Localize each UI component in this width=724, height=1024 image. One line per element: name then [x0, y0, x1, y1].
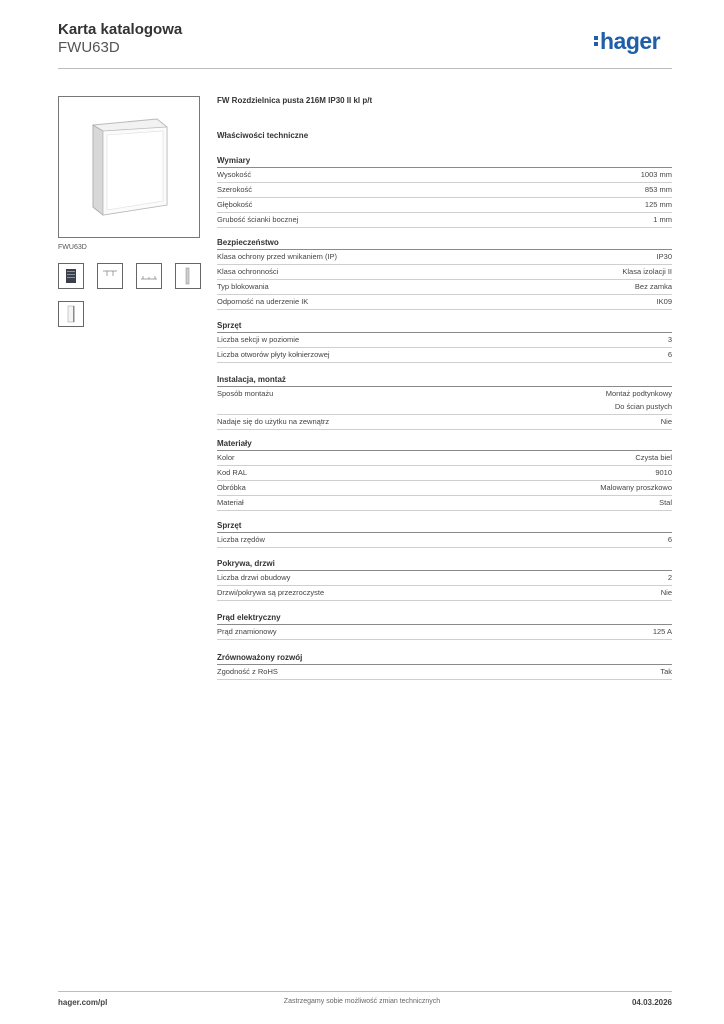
section-dimensions — [217, 155, 672, 228]
image-caption: FWU63D — [58, 244, 87, 251]
footer-disclaimer: Zastrzegamy sobie możliwość zmian technicznych — [283, 998, 441, 1005]
spec-row — [217, 168, 672, 183]
section-title: Bezpieczeństwo — [217, 237, 672, 250]
spec-row — [217, 295, 672, 310]
spec-row — [217, 481, 672, 496]
spec-label: Odporność na uderzenie IK — [217, 297, 309, 306]
spec-row — [217, 183, 672, 198]
spec-value: IK09 — [656, 297, 672, 306]
product-code: FWU63D — [58, 39, 120, 56]
spec-row — [217, 496, 672, 511]
spec-value: 2 — [667, 573, 672, 582]
footer-website-link[interactable]: hager.com/pl — [58, 998, 108, 1007]
spec-value: 6 — [667, 350, 672, 359]
spec-row — [217, 213, 672, 228]
spec-label: Sposób montażu — [217, 389, 274, 398]
spec-row — [217, 586, 672, 601]
spec-row — [217, 533, 672, 548]
thumbnail-dimensions-front[interactable] — [97, 263, 123, 289]
spec-label: Kolor — [217, 453, 235, 462]
spec-row — [217, 625, 672, 640]
spec-row — [217, 387, 672, 415]
product-image[interactable] — [58, 96, 200, 238]
section-installation — [217, 374, 672, 430]
spec-label: Głębokość — [217, 200, 253, 209]
section-equipment — [217, 320, 672, 363]
spec-label: Szerokość — [217, 185, 253, 194]
spec-value: Klasa izolacji II — [622, 267, 672, 276]
thumbnail-front[interactable] — [58, 263, 84, 289]
spec-label: Klasa ochrony przed wnikaniem (IP) — [217, 252, 338, 261]
spec-value: 1003 mm — [640, 170, 672, 179]
section-title: Instalacja, montaż — [217, 374, 672, 387]
header-divider — [58, 68, 672, 69]
spec-row — [217, 280, 672, 295]
section-title: Zrównoważony rozwój — [217, 652, 672, 665]
section-materials — [217, 438, 672, 511]
section-sustainability — [217, 652, 672, 680]
section-title: Sprzęt — [217, 520, 672, 533]
hager-logo — [594, 28, 660, 55]
spec-label: Grubość ścianki bocznej — [217, 215, 299, 224]
spec-row — [217, 348, 672, 363]
thumbnail-dimensions-top[interactable] — [136, 263, 162, 289]
spec-label: Drzwi/pokrywa są przezroczyste — [217, 588, 325, 597]
spec-label: Obróbka — [217, 483, 246, 492]
spec-row — [217, 265, 672, 280]
technical-properties-heading: Właściwości techniczne — [217, 131, 309, 140]
enclosure-illustration — [59, 97, 199, 237]
section-electric-current — [217, 612, 672, 640]
spec-value: Czysta biel — [635, 453, 672, 462]
spec-label: Prąd znamionowy — [217, 627, 277, 636]
spec-row — [217, 415, 672, 430]
spec-label: Kod RAL — [217, 468, 248, 477]
spec-value: Bez zamka — [634, 282, 672, 291]
spec-value: Stal — [659, 498, 672, 507]
spec-label: Liczba drzwi obudowy — [217, 573, 291, 582]
spec-value: 853 mm — [644, 185, 672, 194]
spec-value: 9010 — [655, 468, 672, 477]
section-cover-doors — [217, 558, 672, 601]
spec-label: Liczba rzędów — [217, 535, 265, 544]
logo-text: hager — [600, 28, 661, 54]
spec-row — [217, 571, 672, 586]
thumbnail-door[interactable] — [58, 301, 84, 327]
product-title: FW Rozdzielnica pusta 216M IP30 II kl p/t — [217, 96, 373, 105]
document-title: Karta katalogowa — [58, 21, 183, 38]
section-title: Materiały — [217, 438, 672, 451]
spec-value: 125 A — [652, 627, 672, 636]
section-safety — [217, 237, 672, 310]
spec-label: Wysokość — [217, 170, 252, 179]
spec-value: 125 mm — [644, 200, 672, 209]
thumbnail-side[interactable] — [175, 263, 201, 289]
spec-value: Nie — [660, 417, 672, 426]
logo-dots-icon — [594, 34, 599, 48]
spec-value: IP30 — [656, 252, 672, 261]
spec-value: Tak — [660, 667, 672, 676]
footer-divider — [58, 991, 672, 992]
spec-value: Malowany proszkowo — [600, 483, 672, 492]
spec-label: Liczba otworów płyty kołnierzowej — [217, 350, 330, 359]
spec-row — [217, 198, 672, 213]
spec-label: Zgodność z RoHS — [217, 667, 278, 676]
spec-value: Montaż podtynkowy Do ścian pustych — [605, 389, 672, 411]
spec-value: 1 mm — [653, 215, 672, 224]
spec-row — [217, 466, 672, 481]
spec-label: Nadaje się do użytku na zewnątrz — [217, 417, 330, 426]
section-title: Prąd elektryczny — [217, 612, 672, 625]
spec-label: Materiał — [217, 498, 244, 507]
spec-row — [217, 665, 672, 680]
spec-value: Nie — [660, 588, 672, 597]
spec-row — [217, 333, 672, 348]
section-title: Wymiary — [217, 155, 672, 168]
spec-value: 6 — [667, 535, 672, 544]
spec-label: Klasa ochronności — [217, 267, 279, 276]
footer-date: 04.03.2026 — [631, 998, 672, 1007]
spec-value: 3 — [667, 335, 672, 344]
spec-row — [217, 451, 672, 466]
spec-label: Liczba sekcji w poziomie — [217, 335, 300, 344]
section-title: Pokrywa, drzwi — [217, 558, 672, 571]
section-equipment-rows — [217, 520, 672, 548]
spec-label: Typ blokowania — [217, 282, 269, 291]
spec-row — [217, 250, 672, 265]
section-title: Sprzęt — [217, 320, 672, 333]
